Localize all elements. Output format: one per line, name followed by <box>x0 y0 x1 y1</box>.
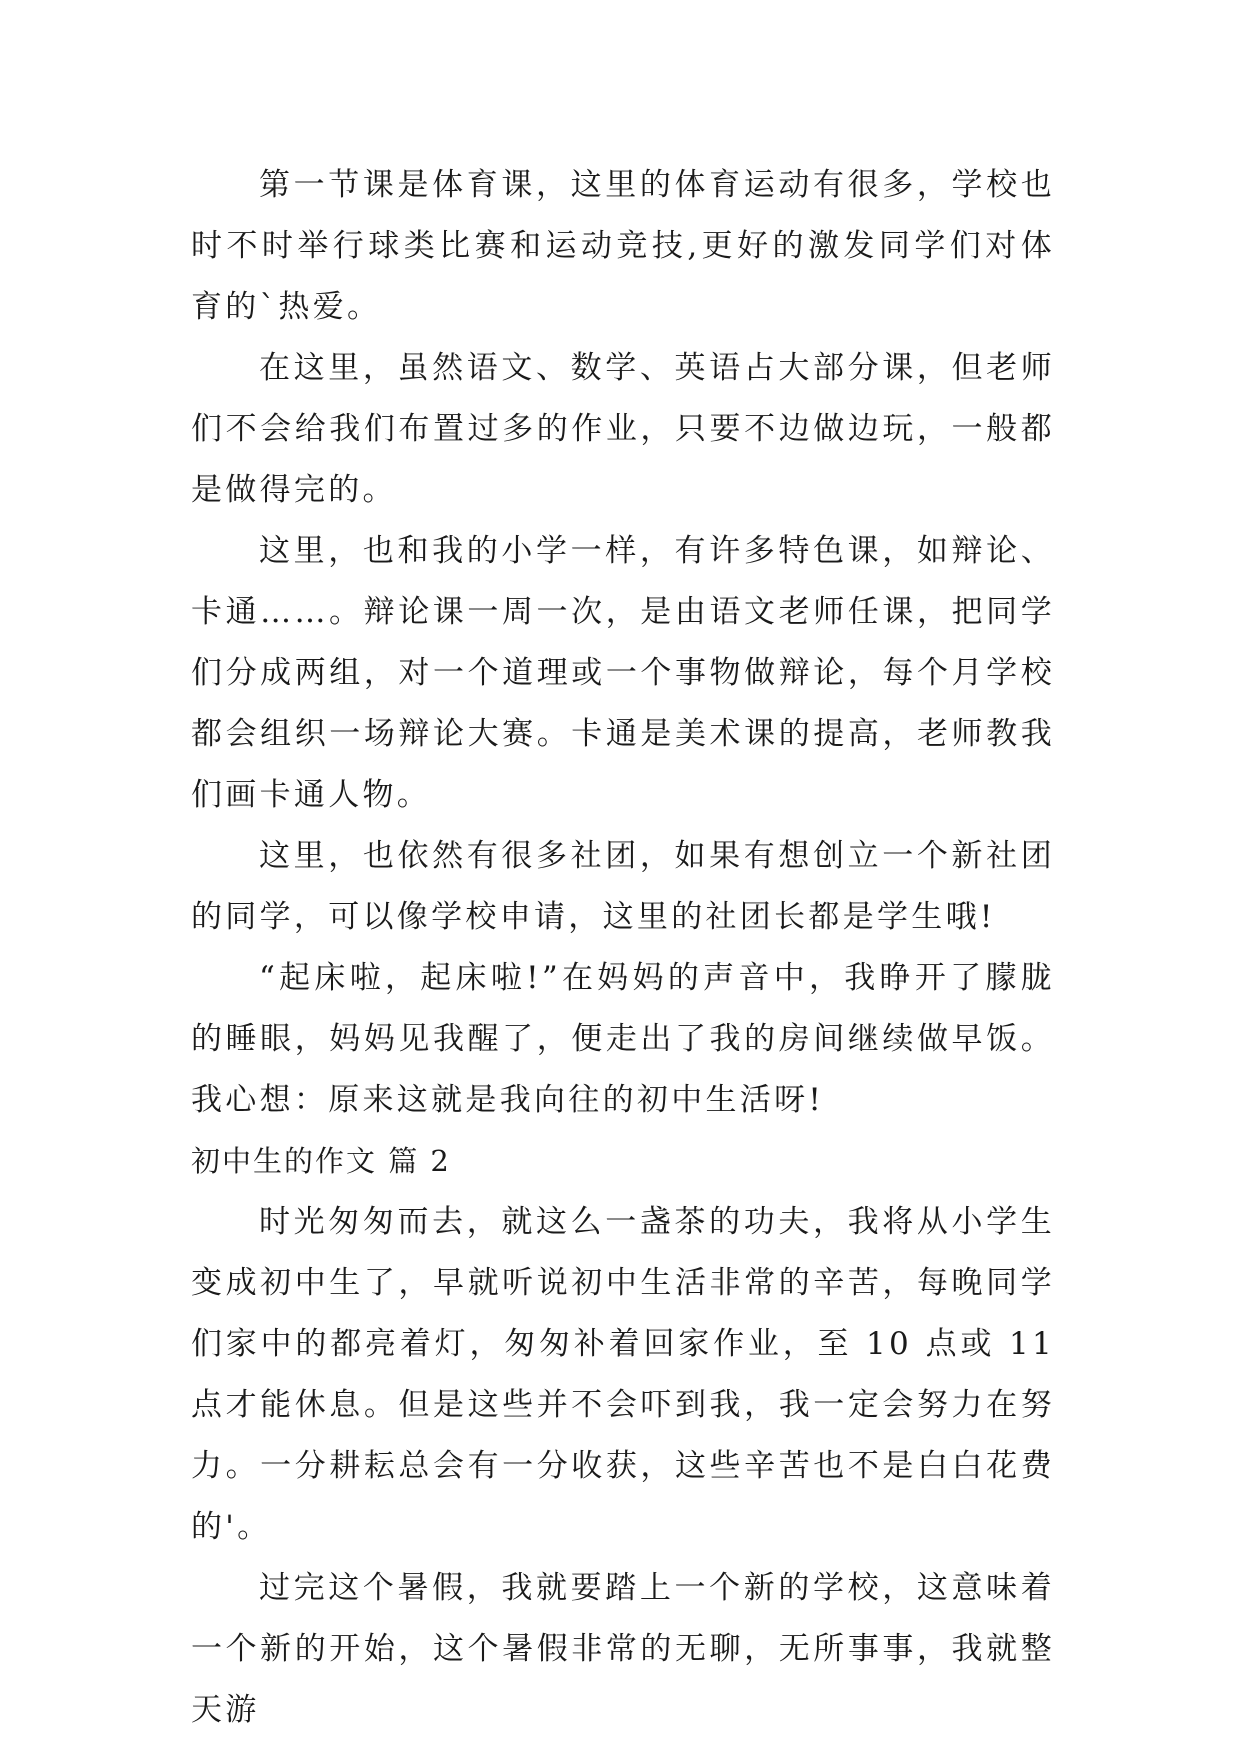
document-body <box>191 155 1055 1741</box>
paragraph-homework: 在这里，虽然语文、数学、英语占大部分课，但老师们不会给我们布置过多的作业，只要不边做边玩，一般都是做得完的。 <box>191 350 1055 508</box>
section-title: 初中生的作文 篇 2 <box>191 1144 451 1178</box>
paragraph-summer-vacation: 过完这个暑假，我就要踏上一个新的学校，这意味着一个新的开始，这个暑假非常的无聊，无所事事，我就整天游 <box>191 1570 1055 1728</box>
paragraph-pe-class: 第一节课是体育课，这里的体育运动有很多，学校也时不时举行球类比赛和运动竞技,更好的激发同学们对体育的`热爱。 <box>191 167 1055 325</box>
paragraph-clubs: 这里，也依然有很多社团，如果有想创立一个新社团的同学，可以像学校申请，这里的社团长都是学生哦! <box>191 838 1055 935</box>
paragraph-time-passes: 时光匆匆而去，就这么一盏茶的功夫，我将从小学生变成初中生了，早就听说初中生活非常的辛苦，每晚同学们家中的都亮着灯，匆匆补着回家作业，至 10 点或 11 点才能休息。但是这些并不会吓到我，我一定会努力在努力。一分耕耘总会有一分收获，这些辛苦也不是白白花费的'。 <box>191 1204 1055 1545</box>
paragraph-waking-up: “起床啦，起床啦!”在妈妈的声音中，我睁开了朦胧的睡眼，妈妈见我醒了，便走出了我的房间继续做早饭。我心想：原来这就是我向往的初中生活呀! <box>191 960 1055 1118</box>
paragraph-special-classes: 这里，也和我的小学一样，有许多特色课，如辩论、卡通……。辩论课一周一次，是由语文老师任课，把同学们分成两组，对一个道理或一个事物做辩论，每个月学校都会组织一场辩论大赛。卡通是美术课的提高，老师教我们画卡通人物。 <box>191 533 1055 813</box>
